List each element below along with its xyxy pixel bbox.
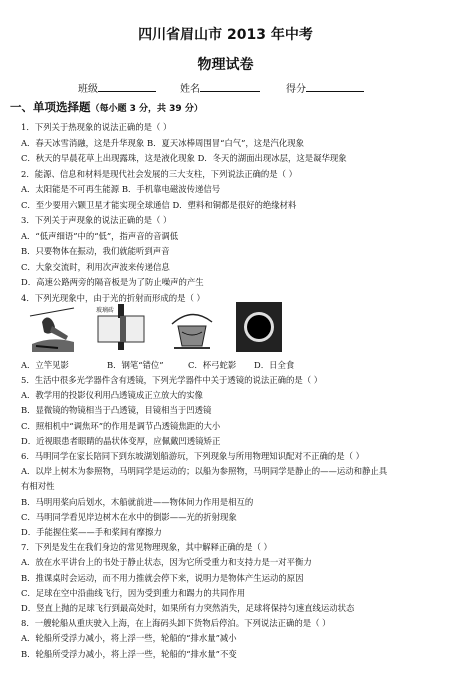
text-line: D．手能握住桨——手和桨间有摩擦力 bbox=[21, 527, 162, 537]
text-line: A．春天冰雪消融，这是升华现象 B．夏天冰棒周围冒“白气”，这是汽化现象 bbox=[21, 137, 305, 148]
text-line: B．只要物体在振动，我们就能听到声音 bbox=[21, 246, 170, 256]
exam-title: 四川省眉山市 2013 年中考 bbox=[138, 27, 313, 43]
text-line: B．推课桌时会运动，而不用力推就会停下来，说明力是物体产生运动的原因 bbox=[21, 572, 304, 583]
text-line: B．马明用桨向后划水，木船就前进——物体间力作用是相互的 bbox=[21, 496, 254, 507]
text-line: A．太阳能是不可再生能源 B．手机靠电磁波传递信号 bbox=[21, 184, 221, 194]
exam-subtitle: 物理试卷 bbox=[197, 57, 254, 73]
text-line: 有相对性 bbox=[21, 481, 55, 492]
pen-glass-image bbox=[92, 302, 150, 352]
eclipse-image bbox=[236, 302, 282, 352]
section-title: 一、单项选择题 bbox=[10, 100, 91, 114]
text-line: C．大象交流时，利用次声波来传递信息 bbox=[21, 261, 170, 272]
name-blank bbox=[200, 81, 260, 92]
section-note: （每小题 3 分，共 39 分） bbox=[90, 104, 203, 114]
text-line: C．秋天的早晨花草上出现露珠，这是液化现象 D．冬天的湖面出现冰层，这是凝华现象 bbox=[21, 153, 347, 163]
text-line: C．照相机中“调焦环”的作用是调节凸透镜焦距的大小 bbox=[21, 420, 221, 431]
text-line: 2．能源、信息和材料是现代社会发展的三大支柱，下列说法正确的是（ ） bbox=[21, 168, 297, 179]
text-line: D．高速公路两旁的隔音板是为了防止噪声的产生 bbox=[21, 277, 204, 287]
text-line: A．“低声细语”中的“低”，指声音的音调低 bbox=[21, 230, 179, 241]
score-label: 得分 bbox=[286, 84, 306, 95]
option-c-label: C．杯弓蛇影 bbox=[188, 360, 237, 370]
class-blank bbox=[98, 81, 156, 92]
text-line: C．足球在空中沿曲线飞行，因为受到重力和踢力的共同作用 bbox=[21, 587, 246, 598]
text-line: C．马明同学看见岸边树木在水中的倒影——光的折射现象 bbox=[21, 511, 237, 522]
cup-bow-image bbox=[168, 302, 216, 352]
text-line: 8．一艘轮船从重庆驶入上海，在上海码头卸下货物后停泊。下列说法正确的是（ ） bbox=[21, 618, 331, 629]
score-field bbox=[286, 80, 364, 95]
text-line: A．教学用的投影仪利用凸透镜成正立放大的实像 bbox=[21, 390, 203, 401]
option-d-label: D．日全食 bbox=[254, 360, 295, 370]
text-line: A．以岸上树木为参照物，马明同学是运动的；以船为参照物，马明同学是静止的——运动和静止具 bbox=[21, 466, 388, 477]
name-label: 姓名 bbox=[180, 84, 200, 95]
text-line: 4．下列光现象中，由于光的折射而形成的是（ ） bbox=[21, 292, 205, 303]
text-line: D．竖直上抛的足球飞行到最高处时，如果所有力突然消失，足球将保持匀速直线运动状态 bbox=[21, 603, 355, 613]
score-blank bbox=[306, 81, 364, 92]
glass-brick-text: 玻璃砖 bbox=[96, 307, 115, 314]
class-field bbox=[78, 80, 156, 95]
text-line: 6．马明同学在家长陪同下到东坡湖划船游玩，下列现象与所用物理知识配对不正确的是（ ） bbox=[21, 451, 364, 461]
section-heading bbox=[10, 99, 203, 115]
class-label: 班级 bbox=[78, 84, 98, 95]
shadow-pole-image bbox=[28, 302, 76, 352]
text-line: 3．下列关于声现象的说法正确的是（ ） bbox=[21, 215, 172, 225]
text-line: 5．生活中很多光学器件含有透镜，下列光学器件中关于透镜的说法正确的是（ ） bbox=[21, 375, 323, 385]
text-line: A．放在水平讲台上的书处于静止状态，因为它所受重力和支持力是一对平衡力 bbox=[21, 557, 312, 568]
name-field bbox=[180, 80, 260, 95]
text-line: 1．下列关于热现象的说法正确的是（ ） bbox=[21, 122, 172, 132]
text-line: A．轮船所受浮力减小，将上浮一些，轮船的“排水量”减小 bbox=[21, 633, 237, 644]
text-line: B．轮船所受浮力减小，将上浮一些，轮船的“排水量”不变 bbox=[21, 648, 237, 659]
text-line: 7．下列是发生在我们身边的常见物理现象，其中解释正确的是（ ） bbox=[21, 542, 272, 553]
text-line: C．至少要用六颗卫星才能实现全球通信 D．塑料和铜都是很好的绝缘材料 bbox=[21, 199, 297, 210]
text-line: B．显微镜的物镜相当于凸透镜，目镜相当于凹透镜 bbox=[21, 405, 212, 416]
option-a-label: A．立竿见影 bbox=[21, 360, 69, 370]
option-b-label: B．钢笔“错位” bbox=[107, 360, 164, 370]
text-line: D．近视眼患者眼睛的晶状体变厚，应佩戴凹透镜矫正 bbox=[21, 435, 221, 446]
